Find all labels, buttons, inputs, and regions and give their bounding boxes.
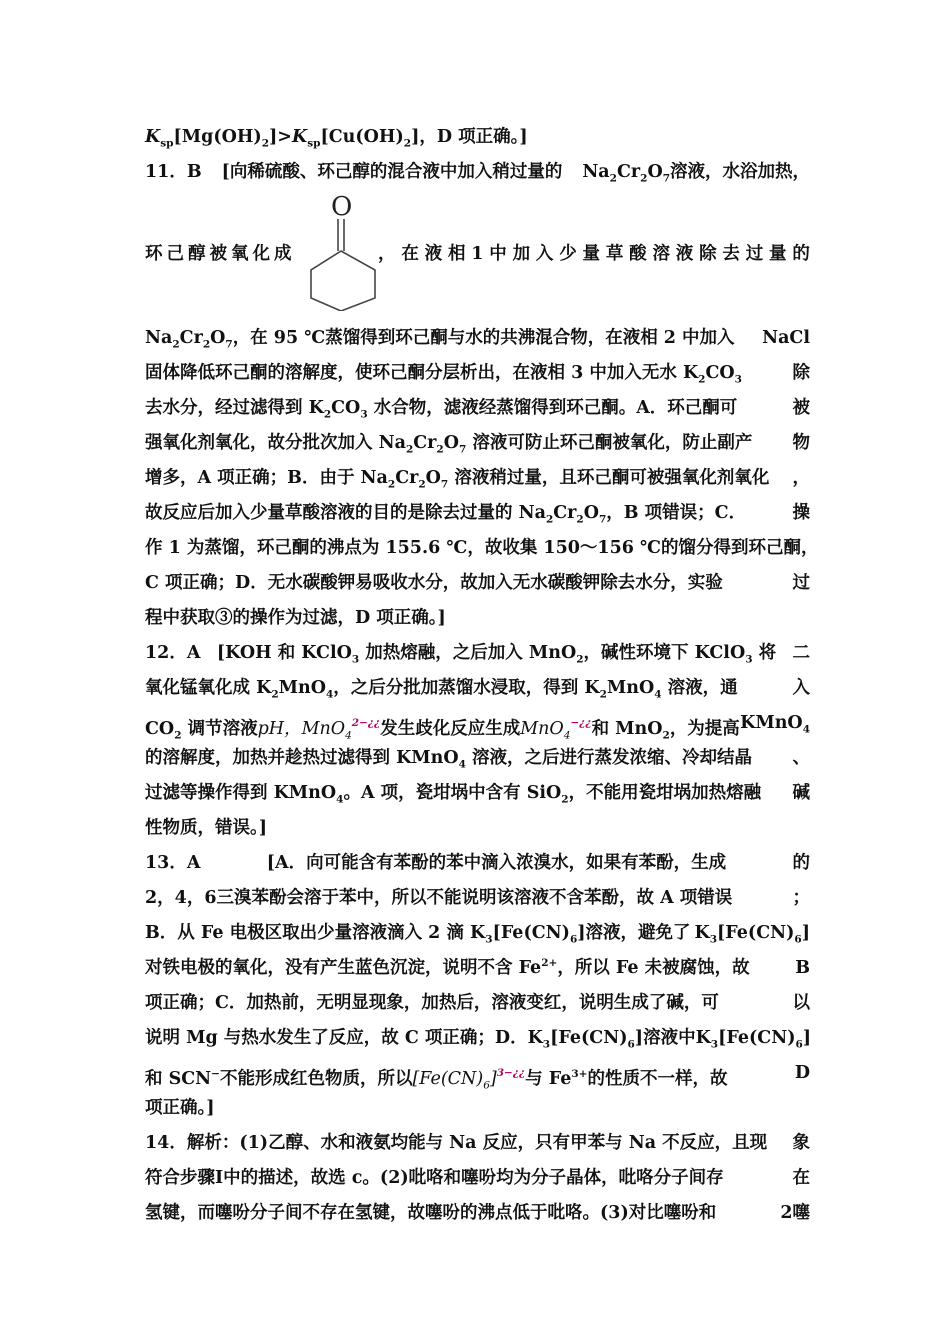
text-line-29: 氢键，而噻吩分子间不存在氢键，故噻吩的沸点低于吡咯。(3)对比噻吩和 2噻 — [145, 1203, 810, 1223]
text-line-18: 性物质，错误。] — [145, 818, 268, 838]
text-line-12: 程中获取③的操作为过滤，D 项正确。] — [145, 608, 446, 628]
text-line-11: C 项正确；D．无水碳酸钾易吸收水分，故加入无水碳酸钾除去水分，实验 过 — [145, 573, 810, 593]
text-line-3a: 环己醇被氧化成 — [145, 244, 296, 264]
text-line-6: 去水分，经过滤得到 $K_2CO_3$ 水合物，滤液经蒸馏得到环己酮。A．环己酮可 被 — [145, 398, 810, 421]
text-line-5: 固体降低环己酮的溶解度，使环己酮分层析出，在液相 3 中加入无水 $K_2CO_3$ 除 — [145, 363, 810, 386]
text-line-4: $Na_2Cr_2O_7$，在 95 ℃蒸馏得到环己酮与水的共沸混合物，在液相 2 中加入 NaCl — [145, 328, 810, 351]
text-line-13: 12．A [KOH 和 KClO$_3$ 加热熔融，之后加入 MnO$_2$，碱性环境下 KClO$_3$ 将 二 — [145, 643, 810, 666]
text-line-8: 增多，A 项正确；B．由于 $Na_2Cr_2O_7$ 溶液稍过量，且环己酮可被强氧化剂氧化 ， — [145, 468, 810, 491]
text-line-25: 和 SCN−不能形成红色物质，所以$[Fe(CN)_6]^{3-¿¿}$与 $Fe^{3+}$的性质不一样，故 D — [145, 1063, 810, 1092]
text-line-19: 13．A [A．向可能含有苯酚的苯中滴入浓溴水，如果有苯酚，生成 的 — [145, 853, 810, 873]
text-line-15: $CO_2$ 调节溶液pH，MnO$_4^{2-¿¿}$发生歧化反应生成MnO$_4$−¿¿和 MnO$_2$，为提高 KMnO$_4$ — [145, 713, 810, 742]
text-line-16: 的溶解度，加热并趁热过滤得到 KMnO$_4$ 溶液，之后进行蒸发浓缩、冷却结晶 、 — [145, 748, 810, 771]
text-line-24: 说明 Mg 与热水发生了反应，故 C 项正确；D．$K_3[Fe(CN)_6]$溶液中 $K_3[Fe(CN)_6]$ — [145, 1028, 812, 1051]
text-line-3b: ， 在 液 相 1 中 加 入 少 量 草 酸 溶 液 除 去 过 量 的 — [378, 244, 810, 264]
text-line-7: 强氧化剂氧化，故分批次加入 $Na_2Cr_2O_7$ 溶液可防止环己酮被氧化，防止副产 物 — [145, 433, 810, 456]
text-line-9: 故反应后加入少量草酸溶液的目的是除去过量的 $Na_2Cr_2O_7$，B 项错误；C． 操 — [145, 503, 810, 526]
text-line-14: 氧化锰氧化成 $K_2MnO_4$，之后分批加蒸馏水浸取，得到 $K_2MnO_4$ 溶液，通 入 — [145, 678, 810, 701]
text-line-2: 11．B [向稀硫酸、环己醇的混合液中加入稍过量的 $Na_2Cr_2O_7$溶液，水浴加热， — [145, 162, 810, 185]
text-line-28: 符合步骤Ⅰ中的描述，故选 c。(2)吡咯和噻吩均为分子晶体，吡咯分子间存 在 — [145, 1168, 810, 1188]
oxygen-label: O — [331, 193, 353, 222]
cyclohexane-ring — [311, 251, 375, 311]
text-line-1: $K_{sp}[Mg(OH)_2]>K_{sp}[Cu(OH)_2]$，D 项正确。] — [145, 127, 528, 150]
cyclohexanone-structure — [305, 193, 381, 311]
text-line-26: 项正确。] — [145, 1098, 215, 1118]
text-line-17: 过滤等操作得到 KMnO$_4$。A 项，瓷坩埚中含有 SiO$_2$，不能用瓷坩埚加热熔融 碱 — [145, 783, 810, 806]
text-line-23: 项正确；C．加热前，无明显现象，加热后，溶液变红，说明生成了碱，可 以 — [145, 993, 810, 1013]
text-line-20: 2，4，6三溴苯酚会溶于苯中，所以不能说明该溶液不含苯酚，故 A 项错误 ； — [145, 888, 810, 908]
text-line-21: B．从 Fe 电极区取出少量溶液滴入 2 滴 $K_3[Fe(CN)_6]$溶液，避免了 $K_3[Fe(CN)_6]$ — [145, 923, 810, 946]
text-line-10: 作 1 为蒸馏，环己酮的沸点为 155.6 ℃，故收集 150～156 ℃的馏分得到环己酮 ， — [145, 538, 819, 558]
text-line-22: 对铁电极的氧化，没有产生蓝色沉淀，说明不含 $Fe^{2+}$，所以 Fe 未被腐蚀，故 B — [145, 957, 810, 978]
text-line-27: 14．解析：(1)乙醇、水和液氨均能与 Na 反应，只有甲苯与 Na 不反应，且现 象 — [145, 1133, 810, 1153]
